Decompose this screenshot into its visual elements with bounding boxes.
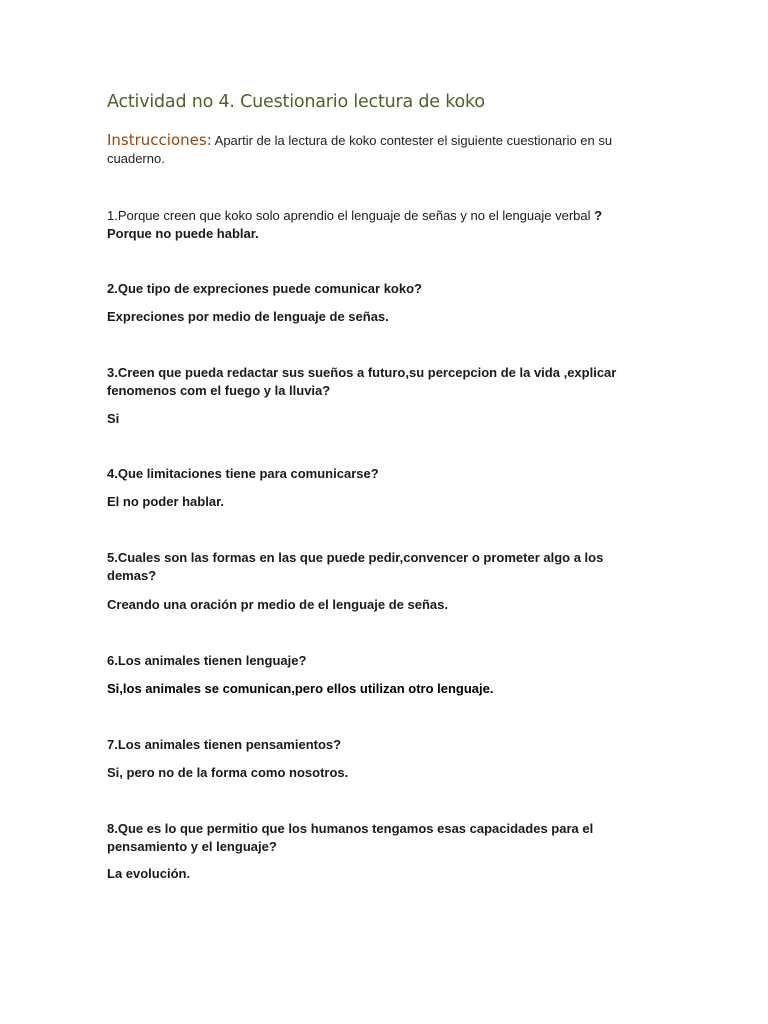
question-1 [107,207,667,225]
answer-3: Si [107,411,120,426]
instructions-colon: : [206,131,212,149]
answer-7: Si, pero no de la forma como nosotros. [107,765,349,780]
answer-6: Si,los animales se comunican,pero ellos utilizan otro lenguaje. [107,681,494,696]
answer-1: Porque no puede hablar. [107,226,259,241]
instructions [107,131,637,168]
page-title: Actividad no 4. Cuestionario lectura de koko [107,92,485,112]
answer-4: El no poder hablar. [107,494,225,509]
question-6: 6.Los animales tienen lenguaje? [107,653,307,668]
answer-2: Expreciones por medio de lenguaje de señas. [107,309,389,324]
answer-5: Creando una oración pr medio de el lenguaje de señas. [107,597,448,612]
question-4: 4.Que limitaciones tiene para comunicarse? [107,466,379,481]
question-8: 8.Que es lo que permitio que los humanos tengamos esas capacidades para el pensamiento y el lenguaje? [107,821,594,854]
question-7: 7.Los animales tienen pensamientos? [107,737,342,752]
question-2: 2.Que tipo de expreciones puede comunicar koko? [107,281,422,296]
question-1-text: 1.Porque creen que koko solo aprendio el lenguaje de señas y no el lenguaje verbal [107,208,595,223]
question-1-mark: ? [594,208,603,223]
question-5: 5.Cuales son las formas en las que puede pedir,convencer o prometer algo a los demas? [107,550,604,583]
instructions-label: Instrucciones [107,131,207,149]
question-3: 3.Creen que pueda redactar sus sueños a futuro,su percepcion de la vida ,explicar fenomenos com el fuego y la lluvia? [107,365,617,398]
answer-8: La evolución. [107,866,191,881]
instructions-text: Apartir de la lectura de koko contester el siguiente cuestionario en su cuaderno. [107,133,613,166]
